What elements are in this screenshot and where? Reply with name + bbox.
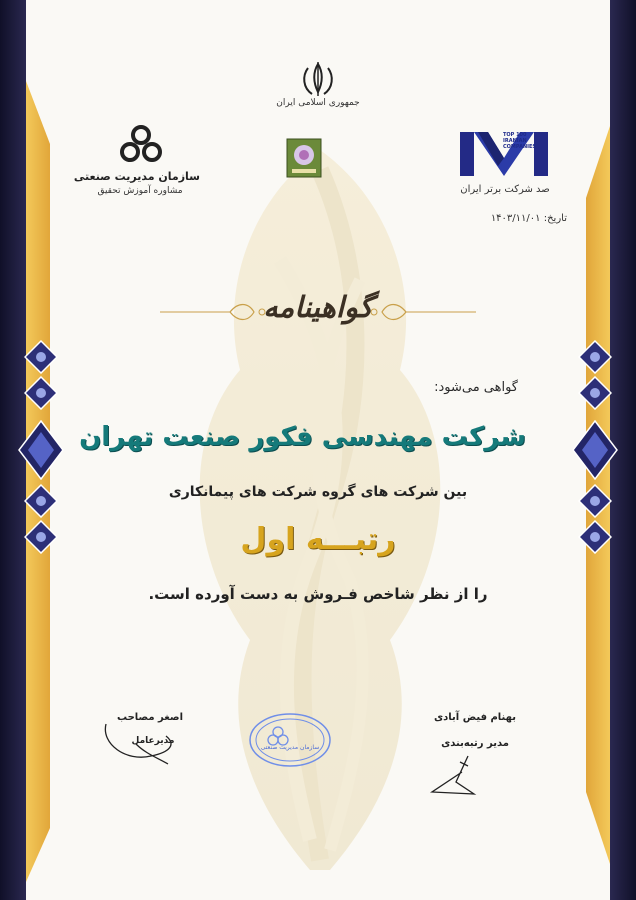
left-signer-role: مدیرعامل (131, 736, 175, 746)
left-tile-2 (24, 376, 58, 410)
date-value: ۱۴۰۳/۱۱/۰۱ (490, 213, 541, 224)
left-tile-4 (24, 484, 58, 518)
iran-emblem-icon (298, 60, 338, 98)
certifies-label: گواهی می‌شود: (434, 380, 518, 395)
imi-logo-icon (118, 122, 164, 168)
group-text: بین شرکت های گروه شرکت های پیمانکاری (168, 484, 468, 500)
org-subtitle: مشاوره آموزش تحقیق (97, 186, 183, 196)
top100-fa: صد شرکت برتر ایران (460, 184, 550, 195)
top100-en: TOP 100 IRANIAN COMPANIES (503, 132, 537, 150)
company-name: شرکت مهندسی فکور صنعت تهران (79, 422, 526, 452)
left-tile-5 (24, 520, 58, 554)
left-tile-1 (24, 340, 58, 374)
right-tile-5 (578, 520, 612, 554)
left-signer-name: اصغر مصاحب (116, 712, 184, 723)
center-badge-icon (286, 138, 322, 178)
certificate-title: گواهینامه (263, 290, 373, 324)
left-tile-3 (18, 420, 64, 480)
right-tile-1 (578, 340, 612, 374)
right-signer-name: بهنام فیض آبادی (434, 712, 516, 723)
org-name: سازمان مدیریت صنعتی (73, 170, 200, 183)
stamp-text: سازمان مدیریت صنعتی (260, 744, 320, 751)
right-tile-2 (578, 376, 612, 410)
republic-label: جمهوری اسلامی ایران (276, 98, 360, 108)
right-tile-3 (572, 420, 618, 480)
rank-text: رتبـــه اول (240, 522, 396, 557)
right-tile-4 (578, 484, 612, 518)
date-label: تاریخ: (543, 213, 567, 224)
right-signer-role: مدیر رتبه‌بندی (441, 738, 509, 749)
date-row (445, 213, 567, 224)
criterion-text: را از نظر شاخص فـروش به دست آورده است. (148, 585, 488, 603)
right-signature-icon (428, 752, 488, 800)
org-stamp-icon (248, 712, 332, 768)
